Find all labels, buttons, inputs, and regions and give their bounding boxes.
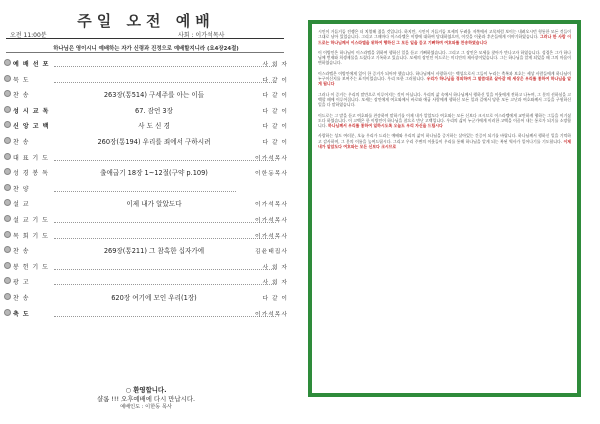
order-item-label: 찬 송 xyxy=(13,138,30,146)
order-row xyxy=(0,180,292,196)
bullet-circle-icon xyxy=(4,90,11,97)
bullet-circle-icon xyxy=(4,231,11,238)
order-item-label: 성 경 봉 독 xyxy=(13,170,49,178)
service-time: 오전 11:00분 xyxy=(10,32,47,39)
bullet-circle-icon xyxy=(4,309,11,316)
order-row xyxy=(0,164,292,180)
order-item-person: 다 같 이 xyxy=(262,77,288,84)
order-item-person: 다 같 이 xyxy=(262,295,288,302)
sermon-paragraph-text: 시인이 거듭거듭 전쟁은 더 치열해 졌을 것입니다. 하지만, 시인이 거듭거듭 모세의 두려움 저쪽에서 고목처럼 보이는 내려오시던 형통한 모든 것들이 그대로 남아 있었습니다. 그리고 그때마다 이스라엘은 이방에 대하여 담대하였으며, 이것을 이웃과 후손들에게 이야기하였습니다. xyxy=(318,29,571,40)
order-row xyxy=(0,195,292,211)
sermon-paragraph xyxy=(318,92,571,108)
sermon-text-panel xyxy=(308,20,581,397)
bullet-circle-icon xyxy=(4,277,11,284)
bullet-circle-icon xyxy=(4,262,11,269)
sermon-highlight: 하나님께서 우리를 통하여 일하시도록 오늘도 우리 자신을 드립시다 xyxy=(328,123,443,129)
order-row xyxy=(0,71,292,87)
order-item-person: 다 같 이 xyxy=(262,108,288,115)
welcome-line: ○ 환영합니다. xyxy=(125,386,167,394)
sermon-highlight: 이제 내가 알았도다 여호와는 모든 신보다 크시므로 xyxy=(318,138,571,150)
bullet-circle-icon xyxy=(4,75,11,82)
order-item-label: 목 회 기 도 xyxy=(13,232,49,240)
order-item-person: 이가석목사 xyxy=(255,155,288,162)
order-item-content: 260장(통194) 우리를 죄에서 구하시려 xyxy=(97,137,211,146)
sermon-paragraph xyxy=(318,29,571,45)
order-row xyxy=(0,55,292,71)
order-item-label: 축 도 xyxy=(13,310,30,318)
order-item-person: 다 같 이 xyxy=(262,93,288,100)
order-item-label: 광 고 xyxy=(13,279,30,287)
order-item-content: 출애굽기 18장 1~12절(구약 p.109) xyxy=(100,169,208,178)
bullet-circle-icon xyxy=(4,137,11,144)
order-item-content: 620장 여기에 모인 우리(1장) xyxy=(111,293,197,302)
sermon-highlight: 우리가 하나님을 경외하며 그 말씀대로 살아갈 때 세상은 우리를 통하여 하나님을 알게 됩니다 xyxy=(318,76,571,87)
bullet-circle-icon xyxy=(4,168,11,175)
order-row xyxy=(0,258,292,274)
afternoon-invite: 샬롬 !!! 오후예배에 다시 만납시다. xyxy=(96,395,196,403)
order-item-label: 성 시 교 독 xyxy=(13,107,50,115)
order-of-worship xyxy=(0,55,292,320)
order-item-person: 다 같 이 xyxy=(262,124,288,131)
order-item-content: 263장(통514) 구세주를 아는 이들 xyxy=(103,91,205,100)
order-row xyxy=(0,211,292,227)
intro-divider xyxy=(6,52,284,53)
order-item-content: 사 도 신 경 xyxy=(138,122,170,131)
order-item-label: 찬 송 xyxy=(13,92,30,100)
order-item-label: 찬 송 xyxy=(13,248,30,256)
bullet-circle-icon xyxy=(4,121,11,128)
order-item-label: 찬 양 xyxy=(13,185,30,193)
order-item-person: 이가석목사 xyxy=(255,217,288,224)
order-row xyxy=(0,133,292,149)
sermon-paragraph-text: 이드로는 그 말을 듣고 여호와를 찬송하며 말하기를 이제 내가 알았도다 여호와는 모든 신보다 크시므로 이스라엘에게 교만하게 행하는 그들을 이기셨도다 하였습니다. 이 고백은 한 이방인이 하나님을 참으로 만난 고백입니다. 우리의 삶이 누군가에게 이러한 고백을 이끌어 내는 통로가 되기를 소망합니다. xyxy=(318,112,571,129)
order-item-person: 다 같 이 xyxy=(262,139,288,146)
order-item-content: 이제 내가 알았도다 xyxy=(126,200,182,209)
sermon-highlight: 그러나 한 사람 이드로는 하나님께서 이스라엘을 위하여 행하신 그 모든 일을 듣고 기뻐하며 여호와를 찬송하였습니다 xyxy=(318,34,571,45)
bullet-circle-icon xyxy=(4,153,11,160)
order-item-label: 신 앙 고 백 xyxy=(13,123,50,131)
order-item-label: 설 교 xyxy=(13,201,30,209)
order-item-person: 사 회 자 xyxy=(262,280,288,287)
title-divider xyxy=(6,38,284,39)
sermon-paragraph-text: 이 이방인은 하나님이 이스라엘을 위하여 행하신 일을 듣고 기뻐하였습니다. 그리고 그 장인은 모세를 찾아가 만나고자 하였습니다. 성경은 그가 하나님께 번제와 희생제물을 드렸다고 기록하고 있습니다. 모세의 장인인 이드로는 미디안의 제사장이었습니다. 그는 하나님을 알게 되었을 때 그의 마음이 변하였습니다. xyxy=(318,49,571,66)
order-row xyxy=(0,149,292,165)
dotted-leader xyxy=(54,191,236,192)
sermon-paragraph xyxy=(318,133,571,149)
order-item-person: 이가석목사 xyxy=(255,233,288,240)
order-row xyxy=(0,102,292,118)
sermon-paragraph-text: 사랑하는 성도 여러분, 오늘 우리가 드리는 예배와 우리의 삶이 하나님을 증거하는 살아있는 간증이 되기를 바랍니다. 하나님께서 행하신 일을 기억하고 감사하며, 그 분의 이름을 높여드립시다. 그리고 우리 주변의 이웃들이 우리를 통해 하나님을 알게 되는 복된 역사가 일어나기를 기도합니다. xyxy=(318,133,571,144)
order-item-label: 찬 송 xyxy=(13,294,30,302)
order-item-label: 묵 도 xyxy=(13,76,30,84)
order-item-person: 사 회 자 xyxy=(262,264,288,271)
service-host: 사회 : 이가석목사 xyxy=(178,32,225,39)
order-row xyxy=(0,305,292,321)
sermon-paragraph-text: 그러나 이 증거는 우리의 말만으로 이루어지는 것이 아닙니다. 우리의 삶 속에서 하나님께서 행하신 일을 이웃에게 전하고 나누며, 그 분의 선하심을 고백할 때에 이루어집니다. 모세는 장인에게 여호와께서 바로와 애굽 사람에게 행하신 모든 일과 길에서 당한 모든 고난과 여호와께서 그들을 구원하신 일을 다 말하였습니다. xyxy=(318,91,571,108)
bulletin-order-panel xyxy=(0,0,292,424)
service-title: 주일 오전 예배 xyxy=(77,12,215,30)
order-item-person: 이가석목사 xyxy=(255,311,288,318)
order-item-person: 김윤태집사 xyxy=(255,249,288,256)
order-row xyxy=(0,242,292,258)
bullet-circle-icon xyxy=(4,215,11,222)
bullet-circle-icon xyxy=(4,59,11,66)
order-item-content: 67. 잠언 3장 xyxy=(135,106,173,115)
leader-credit: 예배인도 : 이한동 목사 xyxy=(120,404,172,410)
sermon-paragraph xyxy=(318,71,571,87)
order-item-label: 대 표 기 도 xyxy=(13,154,49,162)
sermon-paragraph xyxy=(318,113,571,129)
bullet-circle-icon xyxy=(4,246,11,253)
order-item-label: 예 배 선 포 xyxy=(13,61,50,68)
order-row xyxy=(0,273,292,289)
sermon-paragraph-text: 이스라엘은 이방인에게 있어 한 증거가 되어야 했습니다. 하나님께서 사랑하시는 백성으로서 그들이 누리는 축복과 보호는 세상 사람들에게 하나님이 누구이신지를 보여주는 표적이었습니다. 우리 또한 그러합니다. xyxy=(318,70,571,82)
order-row xyxy=(0,289,292,305)
order-row xyxy=(0,117,292,133)
bullet-circle-icon xyxy=(4,184,11,191)
order-item-person: 이한동목사 xyxy=(255,171,288,178)
bullet-circle-icon xyxy=(4,199,11,206)
order-item-content: 269장(통211) 그 참혹한 십자가에 xyxy=(103,247,205,256)
order-row xyxy=(0,86,292,102)
intro-verse: 하나님은 영이시니 예배하는 자가 신령과 진정으로 예배할지니라 (요4장24절) xyxy=(53,46,239,52)
sermon-paragraph xyxy=(318,50,571,66)
order-item-label: 설 교 기 도 xyxy=(13,216,49,224)
bullet-circle-icon xyxy=(4,106,11,113)
order-row xyxy=(0,227,292,243)
bullet-circle-icon xyxy=(4,293,11,300)
order-item-label: 봉 헌 기 도 xyxy=(13,263,49,271)
order-item-person: 사 회 자 xyxy=(262,62,288,68)
order-item-person: 이가석목사 xyxy=(255,202,288,209)
